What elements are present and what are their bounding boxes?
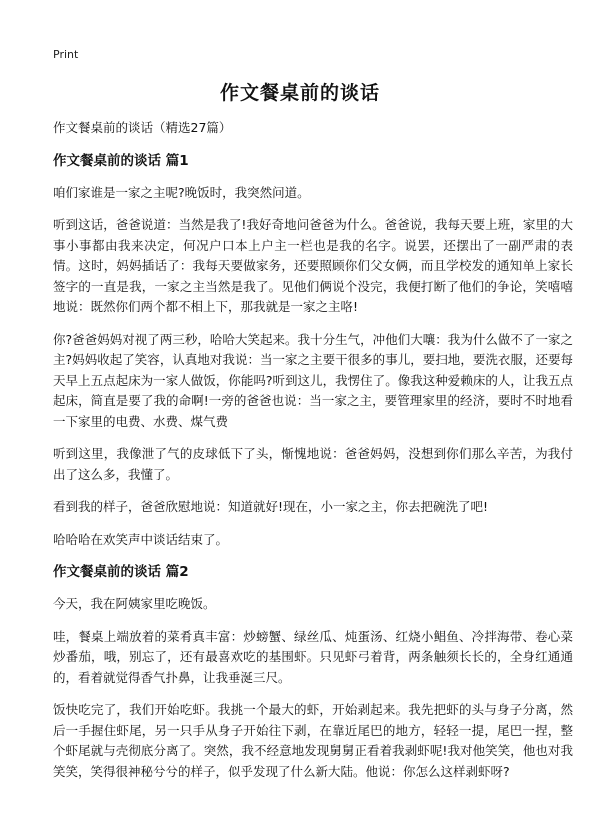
print-label: Print xyxy=(53,48,79,61)
section-heading: 作文餐桌前的谈话 篇1 xyxy=(53,152,189,169)
document-subtitle: 作文餐桌前的谈话（精选27篇） xyxy=(53,120,232,135)
paragraph: 你?爸爸妈妈对视了两三秒，哈哈大笑起来。我十分生气，冲他们大嚷：我为什么做不了一家之主?妈妈收起了笑容，认真地对我说：当一家之主要干很多的事儿，要扫地，要洗衣服，还要每天早上五点起床为一家人做饭，你能吗?听到这儿，我愣住了。像我这种爱赖床的人，让我五点起床，简直是要了我的命啊!一旁的爸爸也说：当一家之主，要管理家里的经济，要时不时地看一下家里的电费、水费、煤气费 xyxy=(53,331,573,429)
paragraph: 哇，餐桌上端放着的菜肴真丰富：炒螃蟹、绿丝瓜、炖蛋汤、红烧小鲳鱼、冷拌海带、卷心菜炒番茄，哦，别忘了，还有最喜欢吃的基围虾。只见虾弓着背，两条触须长长的，全身红通通的，看着就觉得香气扑鼻，让我垂涎三尺。 xyxy=(53,628,573,685)
document-body xyxy=(53,118,573,794)
paragraph: 今天，我在阿姨家里吃晚饭。 xyxy=(53,596,216,611)
paragraph: 饭快吃完了，我们开始吃虾。我挑一个最大的虾，开始剥起来。我先把虾的头与身子分离，然后一手握住虾尾，另一只手从身子开始往下剥，在靠近尾巴的地方，轻轻一提，尾巴一捏，整个虾尾就与壳彻底分离了。突然，我不经意地发现舅舅正看着我剥虾呢!我对他笑笑，他也对我笑笑，笑得很神秘兮兮的样子，似乎发现了什么新大陆。他说：你怎么这样剥虾呀? xyxy=(53,702,573,779)
section-heading: 作文餐桌前的谈话 篇2 xyxy=(53,564,189,580)
paragraph: 咱们家谁是一家之主呢?晚饭时，我突然问道。 xyxy=(53,184,310,200)
document-title: 作文餐桌前的谈话 xyxy=(219,82,380,104)
paragraph: 听到这话，爸爸说道：当然是我了!我好奇地问爸爸为什么。爸爸说，我每天要上班，家里的大事小事都由我来决定，何况户口本上户主一栏也是我的名字。说罢，还摆出了一副严肃的表情。这时，妈妈插话了：我每天要做家务，还要照顾你们父女俩，而且学校发的通知单上家长签字的一直是我，一家之主当然是我了。见他们俩说个没完，我便打断了他们的争论，笑嘻嘻地说：既然你们两个都不相上下，那我就是一家之主咯! xyxy=(53,217,573,314)
paragraph: 哈哈哈在欢笑声中谈话结束了。 xyxy=(53,531,229,547)
paragraph: 听到这里，我像泄了气的皮球低下了头，惭愧地说：爸爸妈妈，没想到你们那么辛苦，为我付出了这么多，我懂了。 xyxy=(53,446,573,482)
paragraph: 看到我的样子，爸爸欣慰地说：知道就好!现在，小一家之主，你去把碗洗了吧! xyxy=(53,499,489,514)
